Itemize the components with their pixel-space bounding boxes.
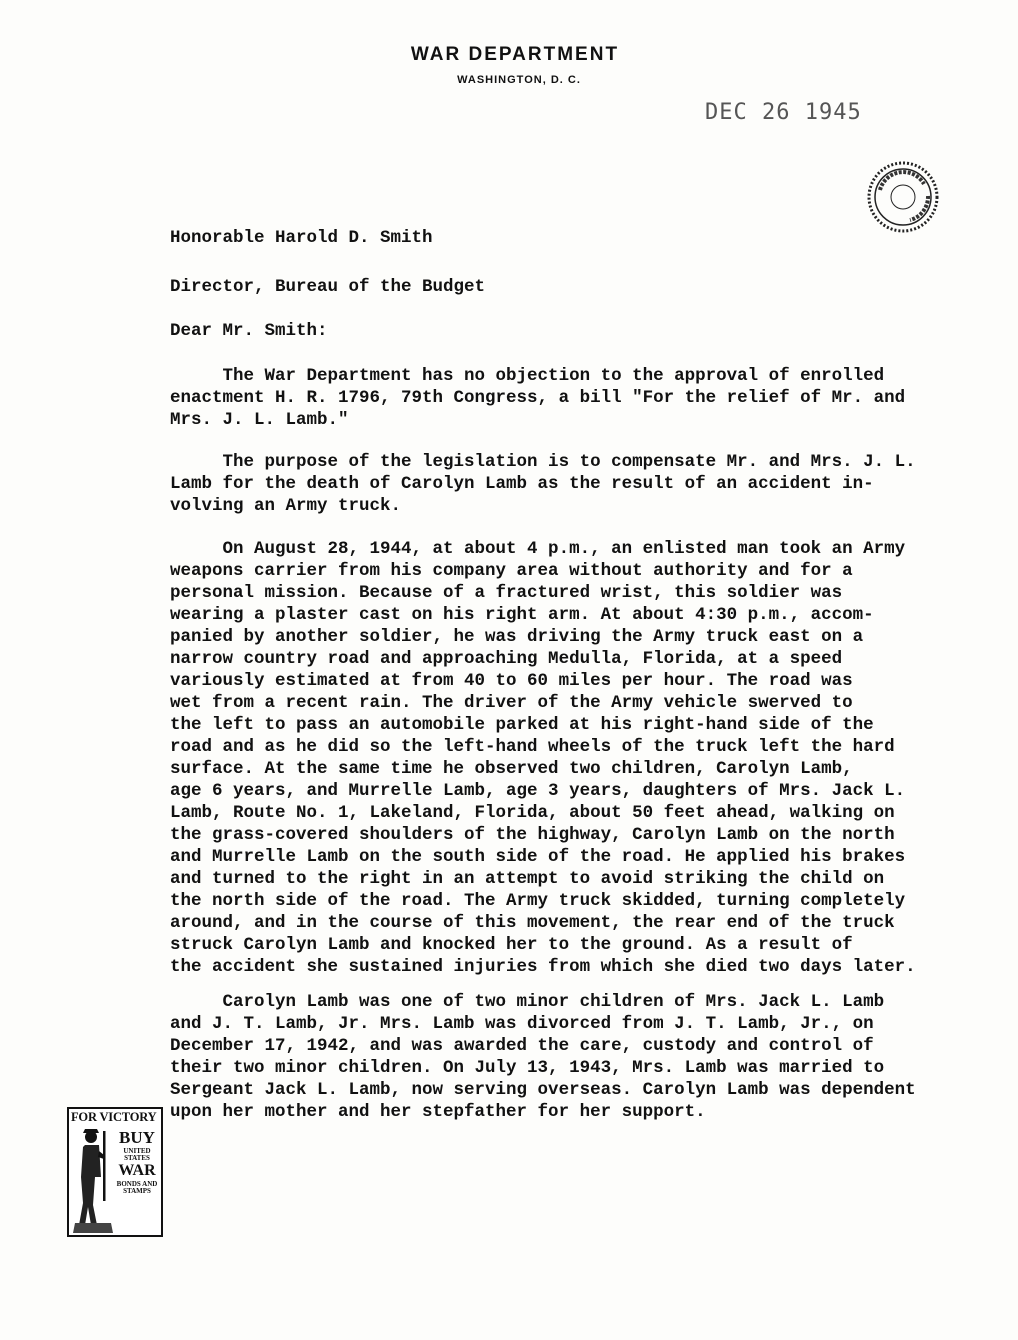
recipient-name: Honorable Harold D. Smith [170, 228, 433, 248]
library-seal-icon [866, 160, 940, 234]
salutation: Dear Mr. Smith: [170, 321, 328, 341]
paragraph-3: On August 28, 1944, at about 4 p.m., an enlisted man took an Army weapons carrier from his company area without authority and for a personal mission. Because of a fractured wrist, this soldier was wearing a plaster cast on his right arm. At about 4:30 p.m., accom- panied by another soldier, he was driving the Army truck east on a narrow country road and approaching Medulla, Florida, at a speed variously estimated at from 40 to 60 miles per hour. The road was wet from a recent rain. The driver of the Army vehicle swerved to the left to pass an automobile parked at his right-hand side of the road and as he did so the left-hand wheels of the truck left the hard surface. At the same time he observed two children, Carolyn Lamb, age 6 years, and Murrelle Lamb, age 3 years, daughters of Mrs. Jack L. Lamb, Route No. 1, Lakeland, Florida, about 50 feet ahead, walking on the grass-covered shoulders of the highway, Carolyn Lamb on the north and Murrelle Lamb on the south side of the road. He applied his brakes and turned to the right in an attempt to avoid striking the child on the north side of the road. The Army truck skidded, turning completely around, and in the course of this movement, the rear end of the truck struck Carolyn Lamb and knocked her to the ground. As a result of the accident she sustained injuries from which she died two days later. [170, 539, 916, 977]
bonds-logo-text: BUY UNITED STATES WAR BONDS AND STAMPS [116, 1128, 158, 1195]
received-date-stamp: DEC 26 1945 [705, 100, 862, 125]
minuteman-soldier-icon [71, 1125, 115, 1235]
department-city: WASHINGTON, D. C. [457, 74, 581, 86]
paragraph-2: The purpose of the legislation is to compensate Mr. and Mrs. J. L. Lamb for the death of Carolyn Lamb as the result of an accident in- volving an Army truck. [170, 452, 916, 516]
recipient-title: Director, Bureau of the Budget [170, 277, 486, 297]
bonds-logo-tagline: FOR VICTORY [71, 1110, 157, 1124]
department-title: WAR DEPARTMENT [410, 44, 620, 65]
war-bonds-logo [67, 1107, 163, 1237]
letterhead [0, 44, 1018, 86]
paragraph-1: The War Department has no objection to the approval of enrolled enactment H. R. 1796, 79th Congress, a bill "For the relief of Mr. and Mrs. J. L. Lamb." [170, 366, 906, 430]
paragraph-4: Carolyn Lamb was one of two minor children of Mrs. Jack L. Lamb and J. T. Lamb, Jr. Mrs. Lamb was divorced from J. T. Lamb, Jr., on December 17, 1942, and was awarded the care, custody and control of their two minor children. On July 13, 1943, Mrs. Lamb was married to Sergeant Jack L. Lamb, now serving overseas. Carolyn Lamb was dependent upon her mother and her stepfather for her support. [170, 992, 916, 1122]
